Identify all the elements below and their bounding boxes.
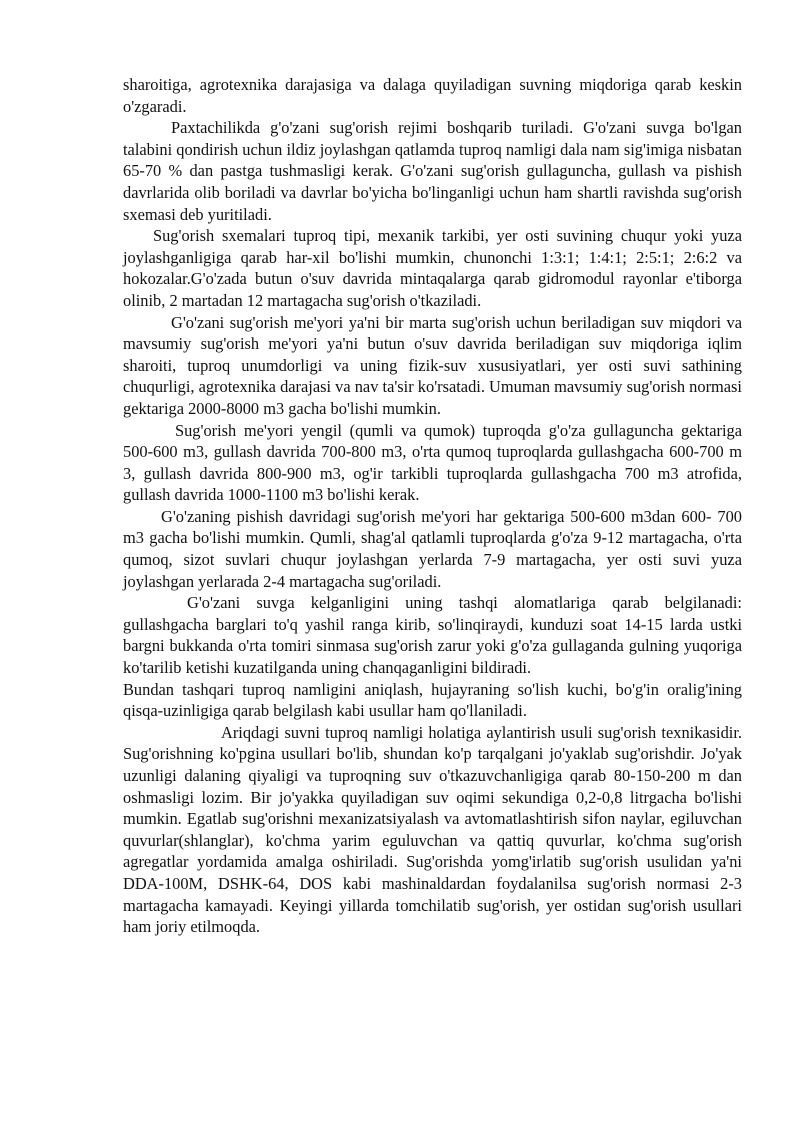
paragraph-6: G'o'zaning pishish davridagi sug'orish me'yori har gektariga 500-600 m3dan 600- 700 m3 gacha bo'lishi mumkin. Qumli, shag'al qatlamli tuproqlarda g'o'za 9-12 martagacha, o'rta qumoq, sizot suvlari chuqur joylashgan yerlarda 7-9 martagacha, yer osti suvi yuza joylashgan yerlarada 2-4 martagacha sug'oriladi. — [123, 506, 742, 591]
paragraph-8: Bundan tashqari tuproq namligini aniqlash, hujayraning so'lish kuchi, bo'g'in oralig'ining qisqa-uzinligiga qarab belgilash kabi usullar ham qo'llaniladi. — [123, 679, 742, 721]
paragraph-9: Ariqdagi suvni tuproq namligi holatiga aylantirish usuli sug'orish texnikasidir. Sug'orishning ko'pgina usullari bo'lib, shundan ko'p tarqalgani jo'yaklab sug'orishdir. Jo'yak uzunligi dalaning qiyaligi va tuproqning suv o'tkazuvchanligiga qarab 80-150-200 m dan oshmasligi lozim. Bir jo'yakka quyiladigan suv oqimi sekundiga 0,2-0,8 litrgacha bo'lishi mumkin. Egatlab sug'orishni mexanizatsiyalash va avtomatlashtirish sifon naylar, egiluvchan quvurlar(shlanglar), ko'chma yarim eguluvchan va qattiq quvurlar, ko'chma sug'orish agregatlar yordamida amalga oshiriladi. Sug'orishda yomg'irlatib sug'orish usulidan ya'ni DDA-100M, DSHK-64, DOS kabi mashinaldardan foydalanilsa sug'orish normasi 2-3 martagacha kamayadi. Keyingi yillarda tomchilatib sug'orish, yer ostidan sug'orish usullari ham joriy etilmoqda. — [123, 722, 742, 937]
paragraph-7: G'o'zani suvga kelganligini uning tashqi alomatlariga qarab belgilanadi: gullashgacha barglari to'q yashil ranga kirib, so'linqiraydi, kunduzi soat 14-15 larda ustki bargni bukkanda o'rta tomiri sinmasa sug'orish zarur yoki g'o'za gullaganda gulning yuqoriga ko'tarilib ketishi kuzatilganda uning chanqaganligini bildiradi. — [123, 593, 742, 678]
paragraph-4: G'o'zani sug'orish me'yori ya'ni bir marta sug'orish uchun beriladigan suv miqdori va mavsumiy sug'orish me'yori ya'ni butun o'suv davrida beriladigan suv miqdoriga iqlim sharoiti, tuproq unumdorligi va uning fizik-suv xususiyatlari, yer osti suvi sathining chuqurligi, agrotexnika darajasi va nav ta'sir ko'rsatadi. Umuman mavsumiy sug'orish normasi gektariga 2000-8000 m3 gacha bo'lishi mumkin. — [123, 312, 742, 418]
document-page — [123, 74, 742, 938]
paragraph-2: Paxtachilikda g'o'zani sug'orish rejimi boshqarib turiladi. G'o'zani suvga bo'lgan talabini qondirish uchun ildiz joylashgan qatlamda tuproq namligi dala nam sig'imiga nisbatan 65-70 % dan pastga tushmasligi kerak. G'o'zani sug'orish gullaguncha, gullash va pishish davrlarida olib boriladi va davrlar bo'yicha bo'linganligi uchun ham shartli ravishda sug'orish sxemasi deb yuritiladi. — [123, 118, 742, 224]
paragraph-5: Sug'orish me'yori yengil (qumli va qumok) tuproqda g'o'za gullaguncha gektariga 500-600 m3, gullash davrida 700-800 m3, o'rta qumoq tuproqlarda gullashgacha 600-700 m 3, gullash davrida 800-900 m3, og'ir tarkibli tuproqlarda gullashgacha 700 m3 atrofida, gullash davrida 1000-1100 m3 bo'lishi kerak. — [123, 420, 742, 505]
paragraph-1: sharoitiga, agrotexnika darajasiga va dalaga quyiladigan suvning miqdoriga qarab keskin o'zgaradi. — [123, 75, 742, 116]
paragraph-3: Sug'orish sxemalari tuproq tipi, mexanik tarkibi, yer osti suvining chuqur yoki yuza joylashganligiga qarab har-xil bo'lishi mumkin, chunonchi 1:3:1; 1:4:1; 2:5:1; 2:6:2 va hokozalar.G'o'zada butun o'suv davrida mintaqalarga qarab gidromodul rayonlar e'tiborga olinib, 2 martadan 12 martagacha sug'orish o'tkaziladi. — [123, 226, 742, 310]
